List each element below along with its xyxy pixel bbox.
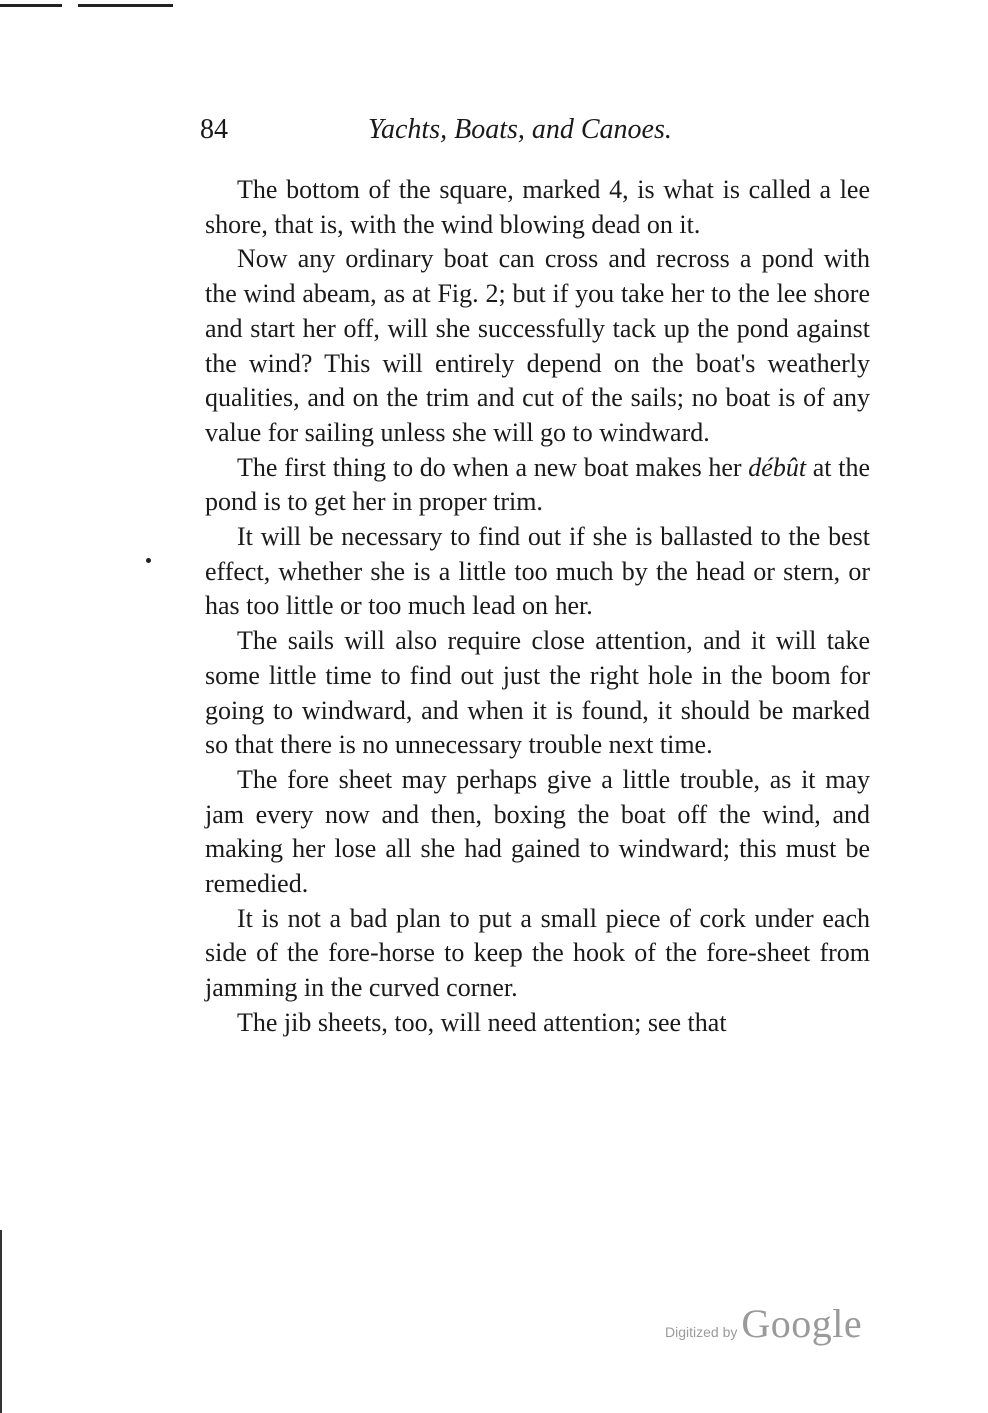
paragraph [205,451,870,520]
running-title: Yachts, Boats, and Canoes. [368,114,672,145]
body-text [205,173,870,1041]
italic-word: débût [748,452,807,482]
watermark-prefix: Digitized by [665,1324,738,1340]
paragraph: The fore sheet may perhaps give a little trouble, as it may jam every now and then, boxing the boat off the wind, and making her lose all she had gained to windward; this must be remedied. [205,764,870,899]
paragraph: The jib sheets, too, will need attention; see that [237,1007,727,1037]
scan-edge-line [0,1230,2,1413]
running-header [200,114,700,154]
paragraph: Now any ordinary boat can cross and recross a pond with the wind abeam, as at Fig. 2; but if you take her to the lee shore and start her off, will she successfully tack up the pond against the wind? This will entirely depend on the boat's weatherly qualities, and on the trim and cut of the sails; no boat is of any value for sailing unless she will go to windward. [205,244,870,447]
paragraph: The sails will also require close attention, and it will take some little time to find out just the right hole in the boom for going to windward, and when it is found, it should be marked so that there is no unnecessary trouble next time. [205,626,870,760]
paragraph: It is not a bad plan to put a small piece of cork under each side of the fore-horse to keep the hook of the fore-sheet from jamming in the curved corner. [205,903,870,1003]
paragraph: It will be necessary to find out if she is ballasted to the best effect, whether she is a little too much by the head or stern, or has too little or too much lead on her. [205,522,870,621]
top-scan-rule [0,4,62,7]
paragraph: The bottom of the square, marked 4, is what is called a lee shore, that is, with the wind blowing dead on it. [205,175,870,239]
google-logo: Google [741,1301,863,1346]
scan-speck [146,558,151,563]
top-scan-rule [78,4,173,7]
paragraph-text: The first thing to do when a new boat makes her [237,452,749,482]
digitized-watermark [665,1300,862,1347]
page-number: 84 [200,114,228,145]
paragraph-text: at the pond is to get her in proper trim. [205,452,871,517]
